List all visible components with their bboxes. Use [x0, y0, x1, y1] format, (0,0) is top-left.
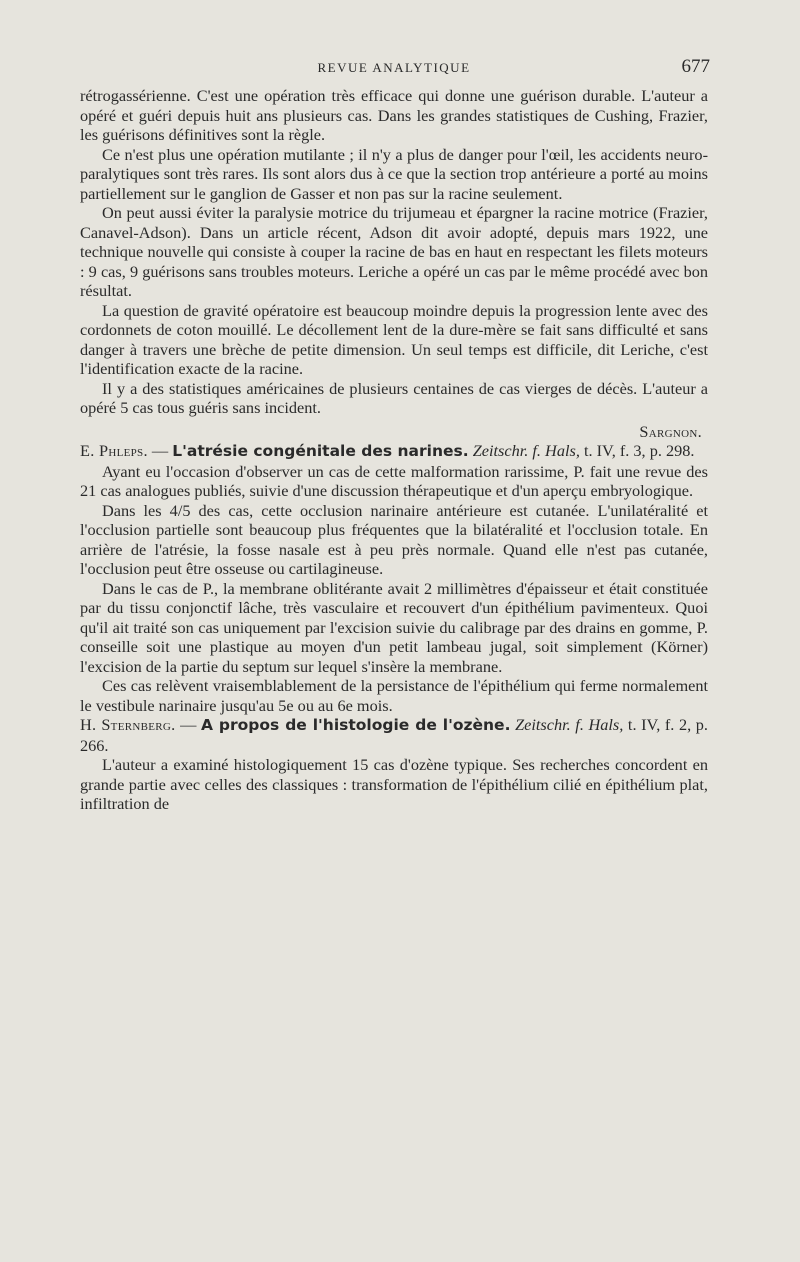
entry-title: A propos de l'histologie de l'ozène. [201, 716, 511, 734]
paragraph: La question de gravité opératoire est beaucoup moindre depuis la progression lente avec des cordonnets de coton mouillé. Le décollement lent de la dure-mère se fait sans difficulté et sans danger à travers une brèche de petite dimension. Un seul temps est difficile, dit Leriche, c'est l'identification exacte de la racine. [80, 300, 708, 378]
reviewer-signature: Sargnon. [639, 421, 702, 441]
entry-source: Zeitschr. f. Hals, [510, 715, 624, 734]
entry-dash: — [147, 441, 173, 460]
entry-source: Zeitschr. f. Hals, [468, 441, 580, 460]
entry-author: E. Phleps. [80, 441, 148, 460]
paragraph: Ayant eu l'occasion d'observer un cas de cette malformation rarissime, P. fait une revue des 21 cas analogues publiés, suivie d'une discussion thérapeutique et d'un aperçu embryologique. [80, 461, 708, 500]
paragraph: Dans les 4/5 des cas, cette occlusion narinaire antérieure est cutanée. L'unilatéralité et l'occlusion partielle sont beaucoup plus fréquentes que la bilatéralité et l'occlusion totale. En arrière de l'atrésie, la fosse nasale est à peu près normale. Quand elle n'est pas cutanée, l'occlusion peut être osseuse ou cartilagineuse. [80, 500, 708, 578]
entry-citation: t. IV, f. 3, p. 298. [579, 441, 695, 460]
entry-author: H. Sternberg. [80, 715, 176, 734]
paragraph: L'auteur a examiné histologiquement 15 cas d'ozène typique. Ses recherches concordent en grande partie avec celles des classiques : transformation de l'épithélium cilié en épithélium plat, infiltration de [80, 755, 708, 813]
running-head [80, 56, 708, 86]
body-text [80, 86, 708, 814]
paragraph: Il y a des statistiques américaines de plusieurs centaines de cas vierges de décès. L'auteur a opéré 5 cas tous guéris sans incident. [80, 378, 708, 417]
review-phleps [80, 441, 708, 715]
entry-citation: t. IV, f. 2, p. 266. [80, 715, 708, 755]
page-number: 677 [681, 56, 710, 77]
review-cushing-frazier [80, 86, 708, 441]
paragraph: rétrogassérienne. C'est une opération très efficace qui donne une guérison durable. L'auteur a opéré et guéri depuis huit ans plusieurs cas. Dans les grandes statistiques de Cushing, Frazier, les guérisons définitives sont la règle. [80, 86, 708, 144]
entry-title: L'atrésie congénitale des narines. [172, 442, 469, 460]
paragraph: On peut aussi éviter la paralysie motrice du trijumeau et épargner la racine motrice (Frazier, Canavel-Adson). Dans un article récent, Adson dit avoir adopté, depuis mars 1922, une technique nouvelle qui consiste à couper la racine de bas en haut en respectant les filets moteurs : 9 cas, 9 guérisons sans troubles moteurs. Leriche a opéré un cas par le même procédé avec bon résultat. [80, 203, 708, 300]
paragraph: Dans le cas de P., la membrane oblitérante avait 2 millimètres d'épaisseur et était constituée par du tissu conjonctif lâche, très vasculaire et recouvert d'un épithélium pavimenteux. Quoi qu'il ait traité son cas uniquement par l'excision suivie du calibrage par des drains en gomme, P. conseille soit une plastique au moyen d'un petit lambeau jugal, soit simplement (Körner) l'excision de la partie du septum sur lequel s'insère la membrane. [80, 578, 708, 676]
entry-dash: — [175, 715, 201, 734]
entry-heading [80, 441, 708, 462]
paragraph: Ces cas relèvent vraisemblablement de la persistance de l'épithélium qui ferme normalement le vestibule narinaire jusqu'au 5e ou au 6e mois. [80, 676, 708, 715]
entry-heading [80, 715, 708, 755]
paragraph: Ce n'est plus une opération mutilante ; il n'y a plus de danger pour l'œil, les accidents neuro-paralytiques sont très rares. Ils sont alors dus à ce que la section trop antérieure a porté au moins partiellement sur le ganglion de Gasser et non pas sur la racine seulement. [80, 144, 708, 203]
running-title: REVUE ANALYTIQUE [317, 60, 471, 75]
review-sternberg [80, 715, 708, 814]
